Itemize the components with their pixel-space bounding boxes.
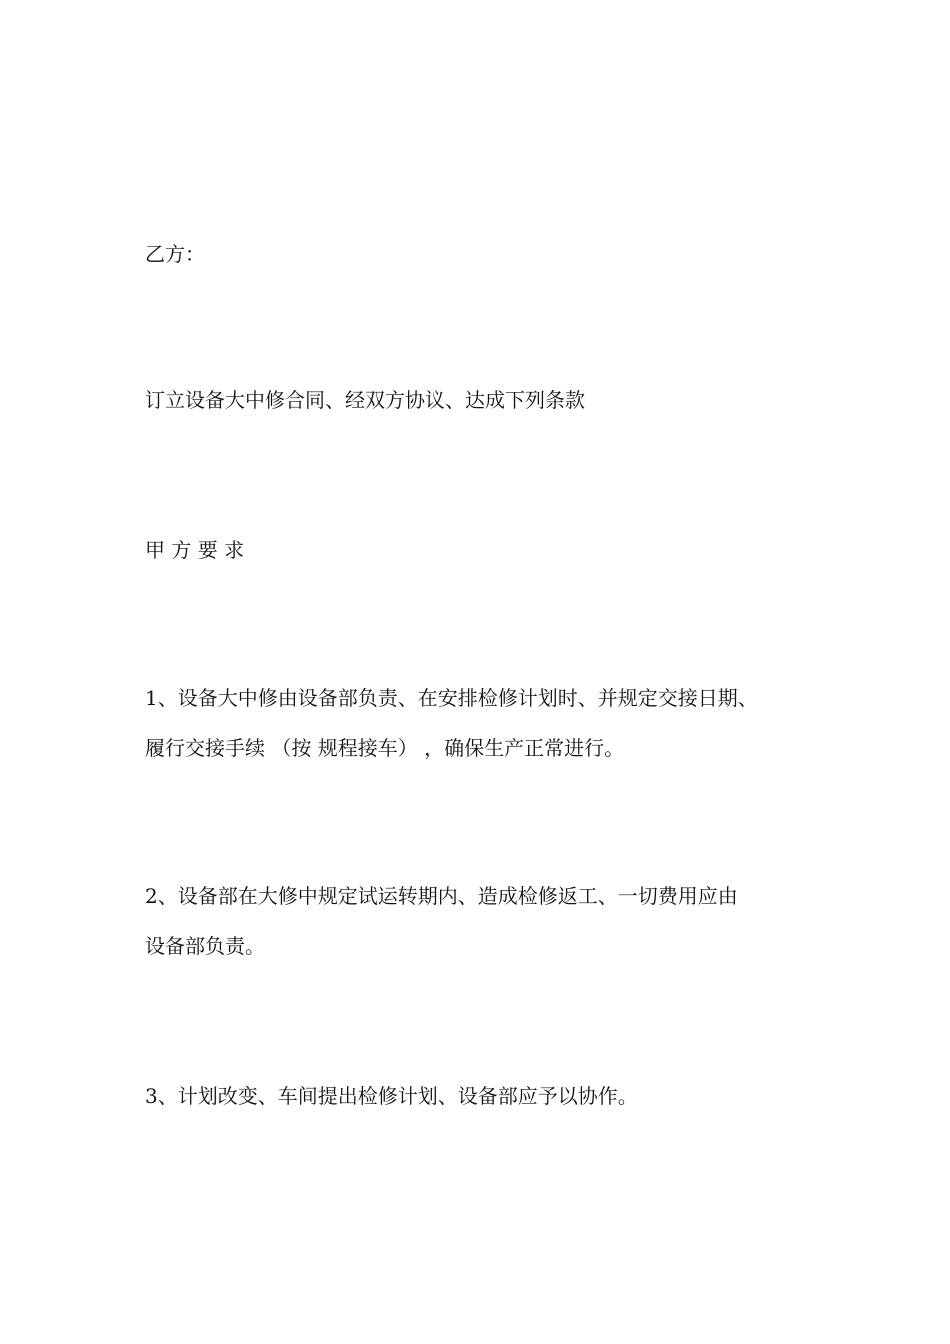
clause-1-line-1: 1、设备大中修由设备部负责、在安排检修计划时、并规定交接日期、 xyxy=(145,686,758,710)
party-b-label: 乙方： xyxy=(145,242,205,266)
clause-2-line-1: 2、设备部在大修中规定试运转期内、造成检修返工、一切费用应由 xyxy=(145,884,738,908)
contract-intro: 订立设备大中修合同、经双方协议、达成下列条款 xyxy=(145,388,585,412)
clause-3-line-1: 3、计划改变、车间提出检修计划、设备部应予以协作。 xyxy=(145,1084,638,1108)
clause-2-line-2: 设备部负责。 xyxy=(145,934,265,958)
clause-1-line-2: 履行交接手续 （按 规程接车） ，确保生产正常进行。 xyxy=(145,736,625,760)
party-a-requirements-heading: 甲 方 要 求 xyxy=(145,538,245,562)
